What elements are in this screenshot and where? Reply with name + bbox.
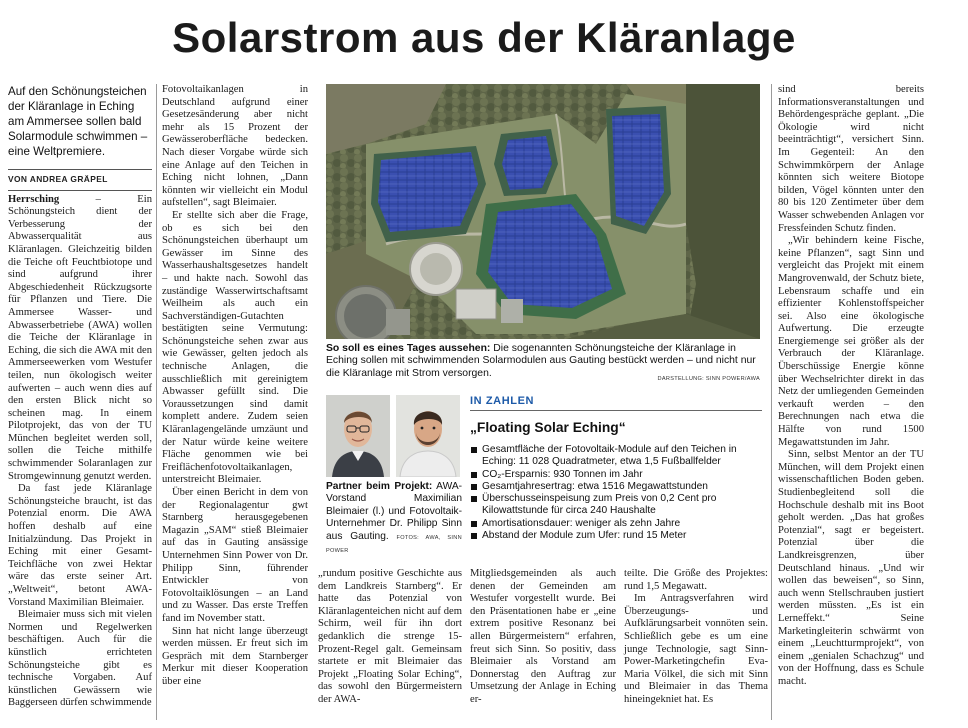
bullet-square-icon xyxy=(471,447,477,453)
facts-item xyxy=(470,469,762,481)
partner-caption xyxy=(326,481,462,557)
column-divider xyxy=(771,84,772,720)
facts-item-text: Gesamtjahresertrag: etwa 1516 Megawattstunden xyxy=(482,480,708,492)
portrait-bleimaier xyxy=(326,395,390,477)
portrait-group xyxy=(326,395,462,477)
aerial-photo-illustration xyxy=(326,84,760,339)
facts-item-text: Amortisationsdauer: weniger als zehn Jahre xyxy=(482,517,681,529)
facts-item-text: Überschusseinspeisung zum Preis von 0,2 Cent pro Kilowattstunde für circa 240 Haushalte xyxy=(482,493,717,517)
aerial-photo xyxy=(326,84,760,339)
column-1 xyxy=(8,84,152,710)
column-2 xyxy=(162,84,308,689)
photo-caption-text: Die sogenannten Schönungsteiche der Kläranlage in Eching sollen mit schwimmenden Solarmodulen aus Gauting bestückt werden – und nicht nur die Kläranlage mit Strom versorgen. xyxy=(326,343,756,379)
bullet-square-icon xyxy=(471,484,477,490)
facts-item-text: Abstand der Module zum Ufer: rund 15 Meter xyxy=(482,530,687,542)
paragraph: Er stellte sich aber die Frage, ob es sich bei den Schönungsteichen überhaupt um Gewässer im Sinne des Wasserhaushaltsgesetzes handelt – und hakte nach. Sowohl das zuständige Wasserwirtschaftsamt Weilheim als auch ein Sachverständigen-Gutachten bestätigten seine Vermutung: Schönungsteiche sehen zwar aus wie Gewässer, gelten jedoch als technische Anlagen, die ausschließlich mit gereinigtem Abwasser gefüllt sind. Die Voraussetzungen sind damit komplett andere. Zudem seien Kläranlagengelände umzäunt und der Natur würde keine weitere Fläche genommen wie bei Freiflächenfotovoltaikanlagen, unterstreicht Bleimaier. xyxy=(162,209,308,486)
facts-item xyxy=(470,481,762,493)
photo-credit: DARSTELLUNG: SINN POWER/AWA xyxy=(657,376,760,382)
paragraph: Da fast jede Kläranlage Schönungsteiche braucht, ist das Potenzial enorm. Die AWA hoffen deshalb auf eine Initialzündung. Das Projekt in Eching mit einer Gesamt-Teichfläche von zwei Hektar wäre das erste seiner Art. „Weltweit“, betont AWA-Vorstand Maximilian Bleimaier. xyxy=(8,483,152,608)
paragraph: Im Antragsverfahren wird Überzeugungs- und Aufklärungsarbeit vonnöten sein. Schließlich gebe es um eine junge Technologie, sagt Sinn-Power-Marketingchefin Eva-Maria Völkel, die sich mit Sinn und Bleimaier in das Thema hineingekniet hat. Es xyxy=(624,593,768,705)
byline: VON ANDREA GRÄPEL xyxy=(8,174,108,184)
bullet-square-icon xyxy=(471,472,477,478)
partner-caption-lead: Partner beim Projekt: xyxy=(326,481,433,492)
facts-item-text: Gesamtfläche der Fotovoltaik-Module auf den Teichen in Eching: 11 028 Quadratmeter, etwa 1,5 Fußballfelder xyxy=(482,444,737,468)
teaser: Auf den Schönungsteichen der Kläranlage in Eching am Ammersee sollen bald Solarmodule schwimmen – eine Weltpremiere. xyxy=(8,85,148,158)
paragraph xyxy=(8,194,152,484)
paragraph: Bleimaier muss sich mit vielen Normen und Regelwerken beschäftigen. Auch für die künstlich errichteten Schönungsteiche gibt es technische Vorgaben. Auf künstlichen Gewässern wie Baggerseen dürfen schwimmende xyxy=(8,609,152,709)
column-divider xyxy=(156,84,157,720)
facts-kicker: IN ZAHLEN xyxy=(470,395,535,407)
facts-item xyxy=(470,530,762,542)
facts-item xyxy=(470,518,762,530)
column-6 xyxy=(778,84,924,689)
paragraph: „rundum positive Geschichte aus dem Landkreis Starnberg“. Er hatte das Potenzial von Kläranlagenteichen nicht auf dem Schirm, weil für ihn dort gedanklich die strenge 15-Prozent-Regel galt. Gemeinsam startete er mit Bleimaier das Projekt „Floating Solar Eching“, das sowohl den Bürgermeistern der AWA- xyxy=(318,568,462,705)
portrait-bleimaier-image xyxy=(326,395,390,477)
facts-item xyxy=(470,444,762,469)
paragraph-text: – Ein Schönungsteich dient der Verbesserung der Abwasserqualität aus Kläranlagen. Gleichzeitig bilden die Teiche oft Feuchtbiotope und sind aufgrund ihrer Abgeschiedenheit Rückzugsorte für Pflanzen und Tiere. Die Ammersee Wasser- und Abwasserbetriebe (AWA) wollen die Teiche der Kläranlage in Eching, die sich die AWA mit den Ammerseewerken vom Westufer teilen, nun ökologisch weiter aufwerten – auch wenn dies auf den ersten Blick nicht so scheinen mag. In einem Pilotprojekt, das von der TU München begleitet werden soll, sollen die Teiche mithilfe schwimmender Solaranlagen zur Stromgewinnung genutzt werden. xyxy=(8,193,152,482)
paragraph: Sinn hat nicht lange überzeugt werden müssen. Er freut sich im Gespräch mit dem Starnberger Merkur mit dieser Kooperation über eine xyxy=(162,625,308,687)
dateline: Herrsching xyxy=(8,193,60,205)
paragraph: „Wir behindern keine Fische, keine Pflanzen“, sagt Sinn und vergleicht das Projekt mit einem Mangrovenwald, der Schutz biete, Lebensraum schaffe und ein effizienter Kohlenstoffspeicher sei. Also eine ökologische Aufwertung. Die erzeugte Energiemenge sei größer als der Verbrauch der Kläranlage. Überschüssige Energie könne über Wechselrichter direkt in das Netz der umliegenden Gemeinden verkauft werden – den Berechnungen nach etwa die Hälfte von rund 1500 Megawattstunden im Jahr. xyxy=(778,235,924,448)
paragraph: Sinn, selbst Mentor an der TU München, will dem Projekt einen wissenschaftlichen Boden geben. Studienbegleitend soll die Hochschule deshalb mit ins Boot geholt werden. „Das hat großes Potenzial“, sagt er begeistert. Potenzial über die Landkreisgrenzen, über Deutschland hinaus. „Und wir wollen das beweisen“, so Sinn, auch wenn Stellschrauben justiert werden müssten. „Es ist ein Lerneffekt.“ Seine Marketingleiterin schwärmt von einem „Leuchtturmprojekt“, von einem „genialen Schachzug“ und von der Hoffnung, dass es Schule macht. xyxy=(778,449,924,687)
bullet-square-icon xyxy=(471,496,477,502)
photo-caption xyxy=(326,343,760,380)
byline-rule xyxy=(8,169,152,170)
portrait-sinn-image xyxy=(396,395,460,477)
facts-box xyxy=(470,395,762,542)
paragraph: Über einen Bericht in dem von der Regionalagentur gwt Starnberg herausgegebenen Magazin „SAM“ stieß Bleimaier auf das in Gauting ansässige Unternehmen Sinn Power von Dr. Philipp Sinn, führender Entwickler von Fotovoltaiklösungen – an Land und zu Wasser. Das erste Treffen fand im November statt. xyxy=(162,487,308,624)
photo-caption-lead: So soll es eines Tages aussehen: xyxy=(326,343,491,354)
portrait-sinn xyxy=(396,395,460,477)
partner-caption-text: AWA-Vorstand Maximilian Bleimaier (l.) und Fotovoltaik-Unternehmer Dr. Philipp Sinn aus Gauting. xyxy=(326,481,463,542)
partner-credit: FOTOS: AWA, SINN POWER xyxy=(326,534,462,555)
facts-title: „Floating Solar Eching“ xyxy=(470,420,626,435)
bullet-square-icon xyxy=(471,521,477,527)
paragraph: teilte. Die Größe des Projektes: rund 1,5 Megawatt. xyxy=(624,568,768,592)
column-4 xyxy=(470,568,616,707)
headline: Solarstrom aus der Kläranlage xyxy=(172,14,796,61)
byline-rule-bottom xyxy=(8,190,152,191)
facts-rule xyxy=(470,410,762,411)
paragraph: sind bereits Informationsveranstaltungen und Behördengespräche geplant. „Die Ökologie wird nicht beeinträchtigt“, versichert Sinn. Im Gegenteil: An den Schwimmkörpern der Anlage könnten sich weitere Biotope bilden, Vögel könnten unter den 80 bis 120 Zentimeter über dem Wasser schwebenden Anlagen vor Fressfeinden Schutz finden. xyxy=(778,84,924,234)
facts-item xyxy=(470,493,762,518)
paragraph: Mitgliedsgemeinden als auch denen der Gemeinden am Westufer vorgestellt wurde. Bei den Präsentationen habe er „eine extrem positive Resonanz bei allen Bürgermeistern“ erfahren, freut sich Sinn. So positiv, dass Bleimaier als Vorstand am Donnerstag den Auftrag zur Umsetzung der Anlage in Eching er- xyxy=(470,568,616,705)
column-3 xyxy=(318,568,462,707)
column-5 xyxy=(624,568,768,707)
paragraph: Fotovoltaikanlagen in Deutschland aufgrund einer Gesetzesänderung aber nicht mehr als 15 Prozent der Gewässeroberfläche bedecken. Nach dieser Vorgabe würde sich eine Anlage auf den Teichen in Eching nicht lohnen, „Dann könnten wir vielleicht ein Modul aufstellen“, sagt Bleimaier. xyxy=(162,84,308,209)
bullet-square-icon xyxy=(471,533,477,539)
facts-list xyxy=(470,444,762,542)
facts-item-text: CO₂-Ersparnis: 930 Tonnen im Jahr xyxy=(482,468,643,480)
